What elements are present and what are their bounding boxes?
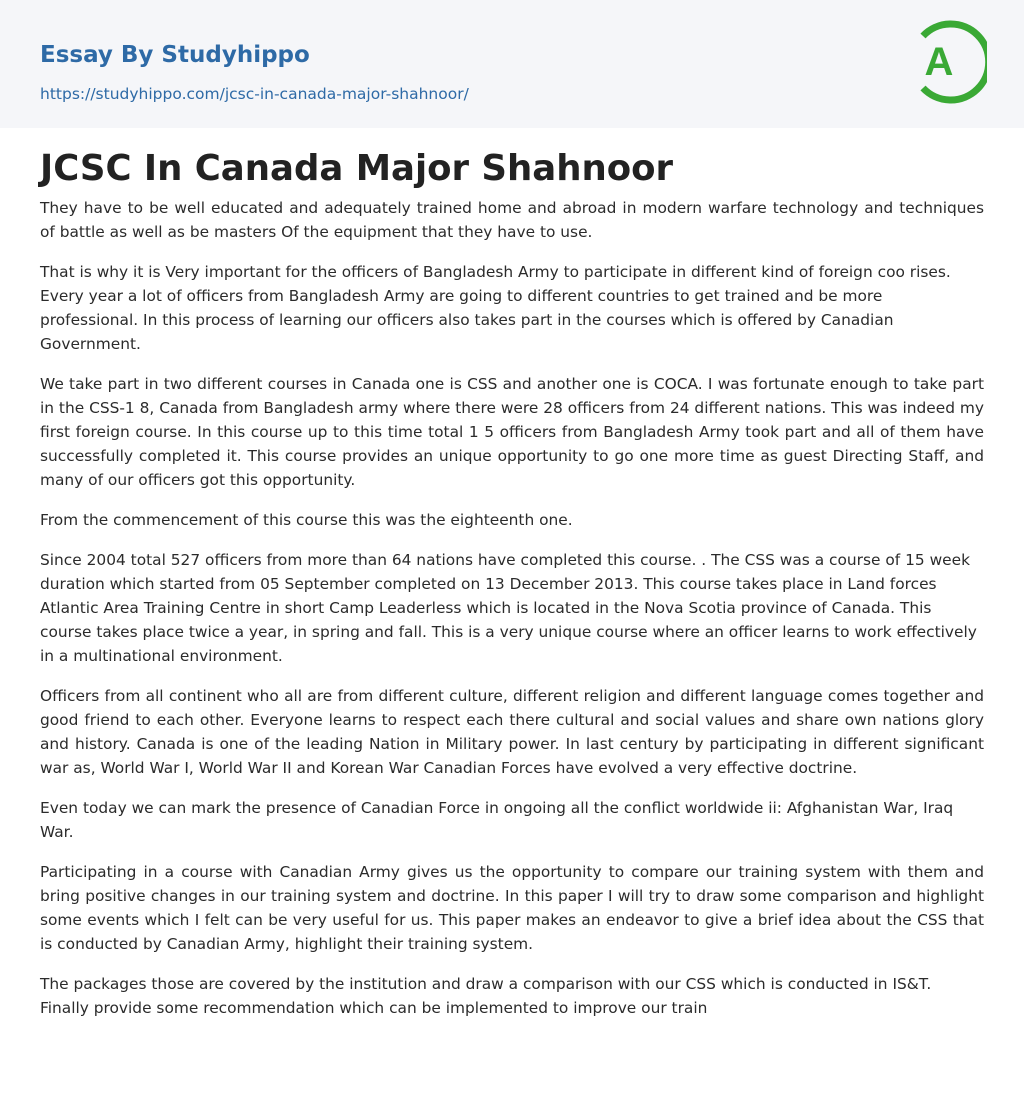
essay-paragraph: We take part in two different courses in Canada one is CSS and another one is COCA. I was fortunate enough to take part in the CSS-1 8, Canada from Bangladesh army where there were 28 officers from 24 different nations. This was indeed my first foreign course. In this course up to this time total 1 5 officers from Bangladesh Army took part and all of them have successfully completed it. This course provides an unique opportunity to go one more time as guest Directing Staff, and many of our officers got this opportunity. <box>40 375 984 489</box>
site-header <box>0 0 1024 128</box>
essay-paragraph: Since 2004 total 527 officers from more than 64 nations have completed this course. . The CSS was a course of 15 week duration which started from 05 September completed on 13 December 2013. This course takes place in Land forces Atlantic Area Training Centre in short Camp Leaderless which is located in the Nova Scotia province of Canada. This course takes place twice a year, in spring and fall. This is a very unique course where an officer learns to work effectively in a multinational environment. <box>40 551 977 665</box>
essay-url-link[interactable]: https://studyhippo.com/jcsc-in-canada-major-shahnoor/ <box>40 85 469 103</box>
essay-paragraph: Even today we can mark the presence of Canadian Force in ongoing all the conflict worldwide ii: Afghanistan War, Iraq War. <box>40 799 954 841</box>
essay-paragraph: That is why it is Very important for the officers of Bangladesh Army to participate in different kind of foreign coo rises. Every year a lot of officers from Bangladesh Army are going to different countries to get trained and be more professional. In this process of learning our officers also takes part in the courses which is offered by Canadian Government. <box>40 263 951 353</box>
essay-paragraph: The packages those are covered by the institution and draw a comparison with our CSS which is conducted in IS&T. Finally provide some recommendation which can be implemented to improve our train <box>40 975 932 1017</box>
essay-paragraph: Participating in a course with Canadian Army gives us the opportunity to compare our training system with them and bring positive changes in our training system and doctrine. In this paper I will try to draw some comparison and highlight some events which I felt can be very useful for us. This paper makes an endeavor to give a brief idea about the CSS that is conducted by Canadian Army, highlight their training system. <box>40 863 984 953</box>
essay-content <box>0 146 1024 1020</box>
studyhippo-logo[interactable] <box>913 19 987 105</box>
page-title: JCSC In Canada Major Shahnoor <box>40 148 674 189</box>
logo-ring-icon <box>913 19 987 105</box>
essay-paragraph: Officers from all continent who all are from different culture, different religion and different language comes together and good friend to each other. Everyone learns to respect each there cultural and social values and share own nations glory and history. Canada is one of the leading Nation in Military power. In last century by participating in different significant war as, World War I, World War II and Korean War Canadian Forces have evolved a very effective doctrine. <box>40 687 984 777</box>
logo-letter: A <box>924 40 954 84</box>
essay-paragraph: From the commencement of this course this was the eighteenth one. <box>40 511 573 529</box>
brand-title: Essay By Studyhippo <box>40 42 310 68</box>
essay-paragraph: They have to be well educated and adequately trained home and abroad in modern warfare technology and techniques of battle as well as be masters Of the equipment that they have to use. <box>40 199 984 241</box>
